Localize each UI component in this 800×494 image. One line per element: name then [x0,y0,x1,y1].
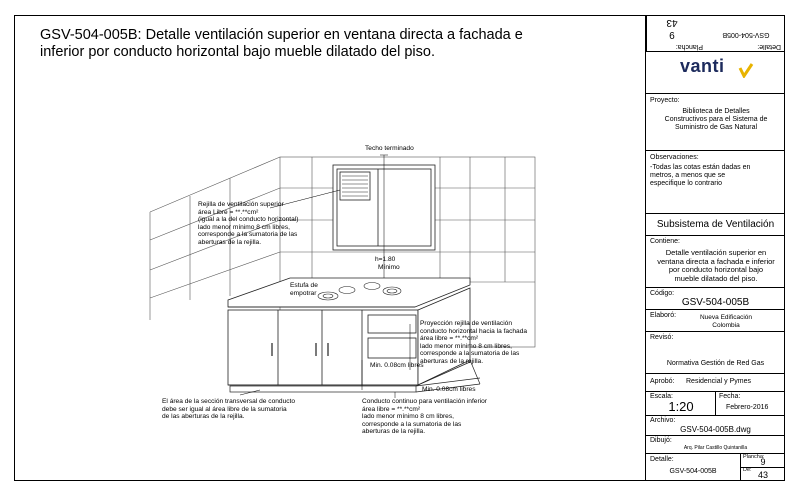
estufa-label: Estufa de empotrar [290,282,318,297]
logo-box [646,52,785,94]
rejilla-superior-note: Rejilla de ventilación superior área Libre = **.**cm² (igual a la del conducto horizontal) lado menor mínimo 8 cm libres, corresponde a la sumatoria de las aberturas de la rejilla. [198,201,299,246]
title-line-1: GSV-504-005B: Detalle ventilación superior en ventana directa a fachada e [40,27,523,43]
reviso-box: Revisó: Normativa Gestión de Red Gas [646,332,785,374]
subsistema-box: Subsistema de Ventilación [646,214,785,236]
vanti-logo: vanti [680,56,725,76]
detalle-plancha-box: Detalle: GSV-504-005B Plancha: 9 De: 43 [646,454,785,480]
conducto-note: Conducto continuo para ventilación inferior área libre = **.**cm² lado menor mínimo 8 cm libres, corresponde a la sumatoria de las aberturas de la rejilla. [362,398,487,436]
seccion-note: El área de la sección transversal de conducto debe ser igual al área libre de la sumatoria de las aberturas de la rejilla. [162,398,296,421]
dibujo-box: Dibujó: Arq. Pilar Castillo Quintanilla [646,436,785,454]
codigo-box: Código: GSV-504-005B [646,288,785,310]
contiene-box: Contiene: Detalle ventilación superior en ventana directa a fachada e inferior por conducto horizontal bajo mueble dilatado del piso. [646,236,785,288]
aprobo-box: Aprobó: Residencial y Pymes [646,374,785,392]
min-label-b: Min. 0.08cm libres [422,386,476,393]
top-de-value: 43 [666,17,678,28]
elaboro-box: Elaboró: Nueva Edificación Colombia [646,310,785,332]
archivo-box: Archivo: GSV-504-005B.dwg [646,416,785,436]
proyeccion-note: Proyección rejilla de ventilación conducto horizontal hacia la fachada área libre = **.**cm² lado menor mínimo 8 cm libres, corresponde a la sumatoria de las aberturas de la rejilla. [420,320,528,365]
top-reference-box: Plancha: 9 43 Detalle: GSV-504-005B [646,16,785,52]
escala-fecha-box: Escala: 1:20 Fecha: Febrero-2016 [646,392,785,416]
title-block [645,16,785,480]
techo-label: Techo terminado [365,145,414,152]
proyecto-box: Proyecto: Biblioteca de Detalles Constructivos para el Sistema de Suministro de Gas Natural [646,94,785,151]
height-label: h=1.80 Mínimo [375,256,400,271]
title-line-2: inferior por conducto horizontal bajo mueble dilatado del piso. [40,44,435,60]
min-label-a: Min. 0.08cm libres [370,362,424,369]
checkmark-icon [738,62,754,78]
observaciones-box: Observaciones: -Todas las cotas están dadas en metros, a menos que se especifique lo contrario [646,151,785,214]
